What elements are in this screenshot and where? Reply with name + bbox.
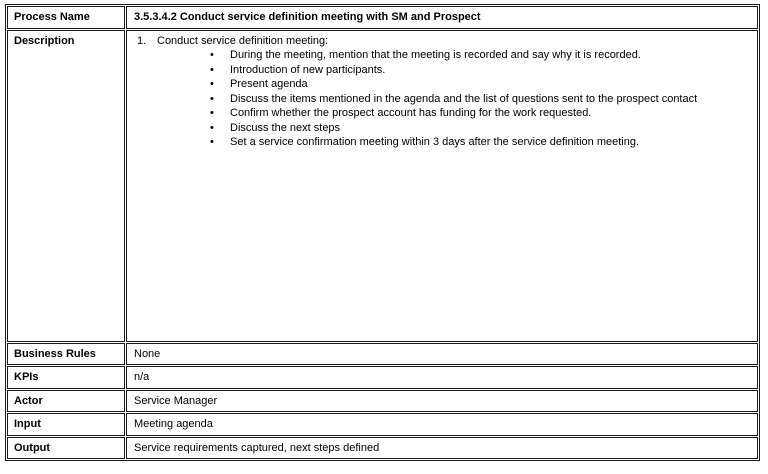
- bullet-icon: •: [210, 78, 214, 90]
- bullet-item-text: During the meeting, mention that the meeting is recorded and say why it is recorded.: [230, 49, 641, 61]
- bullet-list-item: [134, 48, 750, 63]
- table-row-input: [7, 413, 758, 436]
- process-definition-table: [5, 4, 760, 461]
- bullet-icon: •: [210, 92, 214, 105]
- process-name-value: 3.5.3.4.2 Conduct service definition meeting with SM and Prospect: [126, 6, 758, 29]
- output-label: Output: [7, 437, 125, 460]
- bullet-icon: •: [210, 107, 214, 119]
- bullet-icon: •: [210, 136, 214, 148]
- bullet-list-item: [134, 121, 750, 136]
- description-label: Description: [7, 30, 125, 342]
- process-name-label: Process Name: [7, 6, 125, 29]
- input-value: Meeting agenda: [126, 413, 758, 436]
- bullet-icon: •: [210, 63, 214, 76]
- table-row-actor: [7, 390, 758, 413]
- table-row-process-name: [7, 6, 758, 29]
- bullet-list-item: [134, 106, 750, 121]
- description-value: [126, 30, 758, 342]
- output-value: Service requirements captured, next steps defined: [126, 437, 758, 460]
- bullet-item-text: Set a service confirmation meeting within 3 days after the service definition meeting.: [230, 136, 640, 148]
- table-row-description: [7, 30, 758, 342]
- bullet-list-item: [134, 135, 750, 150]
- bullet-item-text: Discuss the next steps: [230, 121, 341, 134]
- actor-label: Actor: [7, 390, 125, 413]
- business-rules-label: Business Rules: [7, 343, 125, 366]
- bullet-list-item: [134, 63, 750, 78]
- business-rules-value: None: [126, 343, 758, 366]
- input-label: Input: [7, 413, 125, 436]
- numbered-list-item: [134, 34, 750, 49]
- bullet-item-text: Introduction of new participants.: [230, 63, 386, 76]
- list-number: 1.: [137, 34, 147, 47]
- table-row-kpis: [7, 366, 758, 389]
- table-row-output: [7, 437, 758, 460]
- bullet-item-text: Discuss the items mentioned in the agenda and the list of questions sent to the prospect contact: [230, 92, 698, 105]
- bullet-icon: •: [210, 121, 214, 134]
- actor-value: Service Manager: [126, 390, 758, 413]
- bullet-list-item: [134, 77, 750, 92]
- list-item-text: Conduct service definition meeting:: [157, 34, 329, 47]
- kpis-value: n/a: [126, 366, 758, 389]
- bullet-item-text: Present agenda: [230, 78, 308, 90]
- bullet-item-text: Confirm whether the prospect account has funding for the work requested.: [230, 107, 592, 119]
- kpis-label: KPIs: [7, 366, 125, 389]
- bullet-icon: •: [210, 49, 214, 61]
- table-row-business-rules: [7, 343, 758, 366]
- bullet-list-item: [134, 92, 750, 107]
